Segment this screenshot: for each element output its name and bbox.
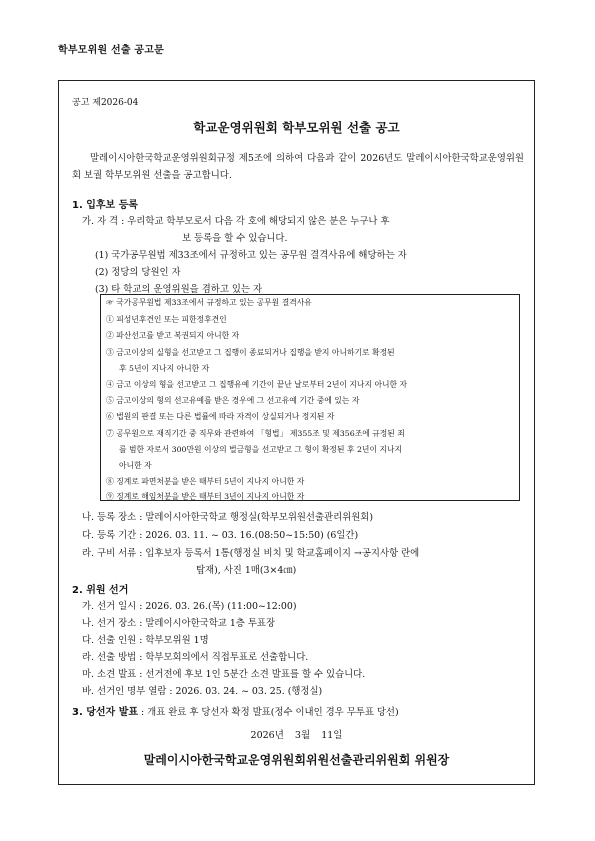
box-title: ☞ 국가공무원법 제33조에서 규정하고 있는 공무원 결격사유 (106, 298, 312, 307)
notice-title: 학교운영위원회 학부모위원 선출 공고 (193, 120, 400, 135)
election-detail: 다. 선출 인원 : 학부모위원 1명 (82, 635, 209, 646)
section-1-heading: 1. 입후보 등록 (72, 200, 139, 211)
section-3-text: : 개표 완료 후 당선자 확정 발표(정수 이내인 경우 무투표 당선) (141, 707, 399, 718)
notice-date (58, 727, 535, 741)
intro-text: 말레이시아한국학교운영위원회규정 제5조에 의하여 다음과 같이 2026년도 말레이시아한국학교운영위원회 보궐 학부모위원 선출을 공고합니다. (72, 153, 524, 181)
exclusion-item-1: (1) 국가공무원법 제33조에서 규정하고 있는 공무원 결격사유에 해당하는 자 (95, 250, 407, 261)
notice-number: 공고 제2026-04 (72, 98, 139, 108)
qualification-line-1: 가. 자 격 : 우리학교 학부모로서 다음 각 호에 해당되지 않은 분은 누구나 후 (82, 216, 390, 227)
box-line: ① 피성년후견인 또는 피한정후견인 (106, 315, 227, 324)
election-detail: 나. 선거 장소 : 말레이시아한국학교 1층 투표장 (82, 618, 275, 629)
box-line: ⑤ 금고이상의 형의 선고유예를 받은 경우에 그 선고유예 기간 중에 있는 자 (106, 396, 360, 405)
box-line: 를 범한 자로서 300만원 이상의 벌금형을 선고받고 그 형이 확정된 후 2년이 지나지 (119, 445, 403, 454)
required-documents-2: 탑재), 사진 1매(3×4㎝) (196, 565, 297, 576)
box-line: 아니한 자 (119, 461, 152, 470)
qualification-line-2: 보 등록을 할 수 있습니다. (182, 233, 288, 244)
box-line: ② 파산선고를 받고 복권되지 아니한 자 (106, 331, 240, 340)
section-3-heading: 3. 당선자 발표 (72, 707, 139, 718)
required-documents-1: 라. 구비 서류 : 입후보자 등록서 1통(행정실 비치 및 학교홈페이지 →공지사항 란에 (82, 548, 420, 559)
registration-period: 다. 등록 기간 : 2026. 03. 11. ~ 03. 16.(08:50~15:50) (6일간) (82, 530, 359, 541)
election-detail: 마. 소견 발표 : 선거전에 후보 1인 5분간 소견 발표를 할 수 있습니다. (82, 669, 366, 680)
election-detail: 가. 선거 일시 : 2026. 03. 26.(목) (11:00~12:00) (82, 601, 297, 612)
date-month: 3월 (294, 730, 311, 741)
box-line: ⑧ 징계로 파면처분을 받은 때부터 5년이 지나지 아니한 자 (106, 477, 305, 486)
document-header: 학부모위원 선출 공고문 (58, 45, 164, 56)
box-line: ⑨ 징계로 해임처분을 받은 때부터 3년이 지나지 아니한 자 (106, 492, 305, 501)
election-detail: 라. 선출 방법 : 학부모회의에서 직접투표로 선출합니다. (82, 652, 309, 663)
box-line: ⑦ 공무원으로 재직기간 중 직무와 관련하여 「형법」 제355조 및 제356조에 규정된 죄 (106, 429, 405, 438)
election-detail: 바. 선거인 명부 열람 : 2026. 03. 24. ~ 03. 25. (행정실) (82, 686, 323, 697)
date-year: 2026년 (250, 730, 284, 741)
box-line: ④ 금고 이상의 형을 선고받고 그 집행유예 기간이 끝난 날로부터 2년이 지나지 아니한 자 (106, 380, 408, 389)
date-day: 11일 (321, 730, 343, 741)
intro-paragraph (72, 150, 524, 184)
box-line: ③ 금고이상의 실형을 선고받고 그 집행이 종료되거나 집행을 받지 아니하기로 확정된 (106, 348, 395, 357)
section-2-heading: 2. 위원 선거 (72, 585, 129, 596)
signer: 말레이시아한국학교운영위원회위원선출관리위원회 위원장 (143, 753, 450, 767)
box-line: 후 5년이 지나지 아니한 자 (119, 364, 210, 373)
box-line: ⑥ 법원의 판결 또는 다른 법률에 따라 자격이 상실되거나 정지된 자 (106, 412, 335, 421)
section-3-row (72, 703, 399, 718)
registration-place: 나. 등록 장소 : 말레이시아한국학교 행정실(학부모위원선출관리위원회) (82, 512, 373, 523)
exclusion-item-3: (3) 타 학교의 운영위원을 겸하고 있는 자 (95, 284, 263, 295)
exclusion-item-2: (2) 정당의 당원인 자 (95, 267, 181, 278)
